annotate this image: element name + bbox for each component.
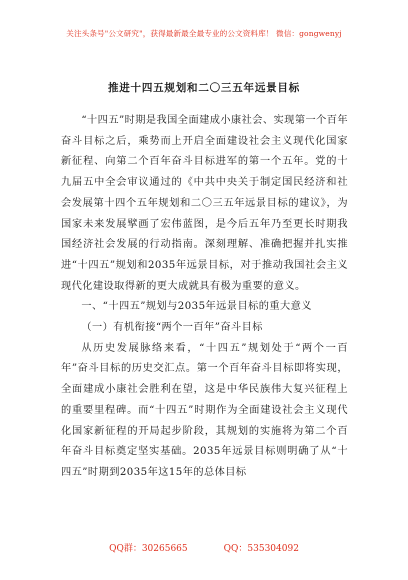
document-title: 推进十四五规划和二〇三五年远景目标: [107, 82, 301, 94]
footer-qq-group: QQ群：30265665: [109, 544, 188, 554]
section-heading-1: 一、“十四五”规划与2035年远景目标的重大意义: [81, 301, 312, 313]
header-promo-note: 关注头条号"公文研究"，获得最新最全最专业的公文资料库！ 微信：gongwenyj: [66, 29, 342, 38]
footer-qq: QQ：535304092: [223, 544, 299, 554]
paragraph-intro: “十四五”时期是我国全面建成小康社会、实现第一个百年奋斗目标之后，乘势而上开启全面建设社会主义现代化国家新征程、向第二个百年奋斗目标进军的第一个五年。党的十九届五中全会审议通过的《中共中央关于制定国民经济和社会发展第十四个五年规划和二〇三五年远景目标的建议》，为国家未来发展擘画了宏伟蓝图，是今后五年乃至更长时期我国经济社会发展的行动指南。深刻理解、准确把握并扎实推进“十四五”规划和2035年远景目标，对于推动我国社会主义现代化建设取得新的更大成就具有极为重要的意义。: [61, 115, 349, 292]
paragraph-history: 从历史发展脉络来看，“十四五”规划处于“两个一百年”奋斗目标的历史交汇点。第一个百年奋斗目标即将实现，全面建成小康社会胜利在望，这是中华民族伟大复兴征程上的重要里程碑。而“十四五”时期作为全面建设社会主义现代化国家新征程的开局起步阶段，其规划的实施将为第二个百年奋斗目标奠定坚实基础。2035年远景目标则明确了从“十四五”时期到2035年这15年的总体目标: [61, 342, 348, 478]
subsection-heading-1-1: （一）有机衔接“两个一百年”奋斗目标: [81, 322, 263, 334]
footer-contact: [0, 541, 408, 554]
document-body: [61, 111, 348, 484]
